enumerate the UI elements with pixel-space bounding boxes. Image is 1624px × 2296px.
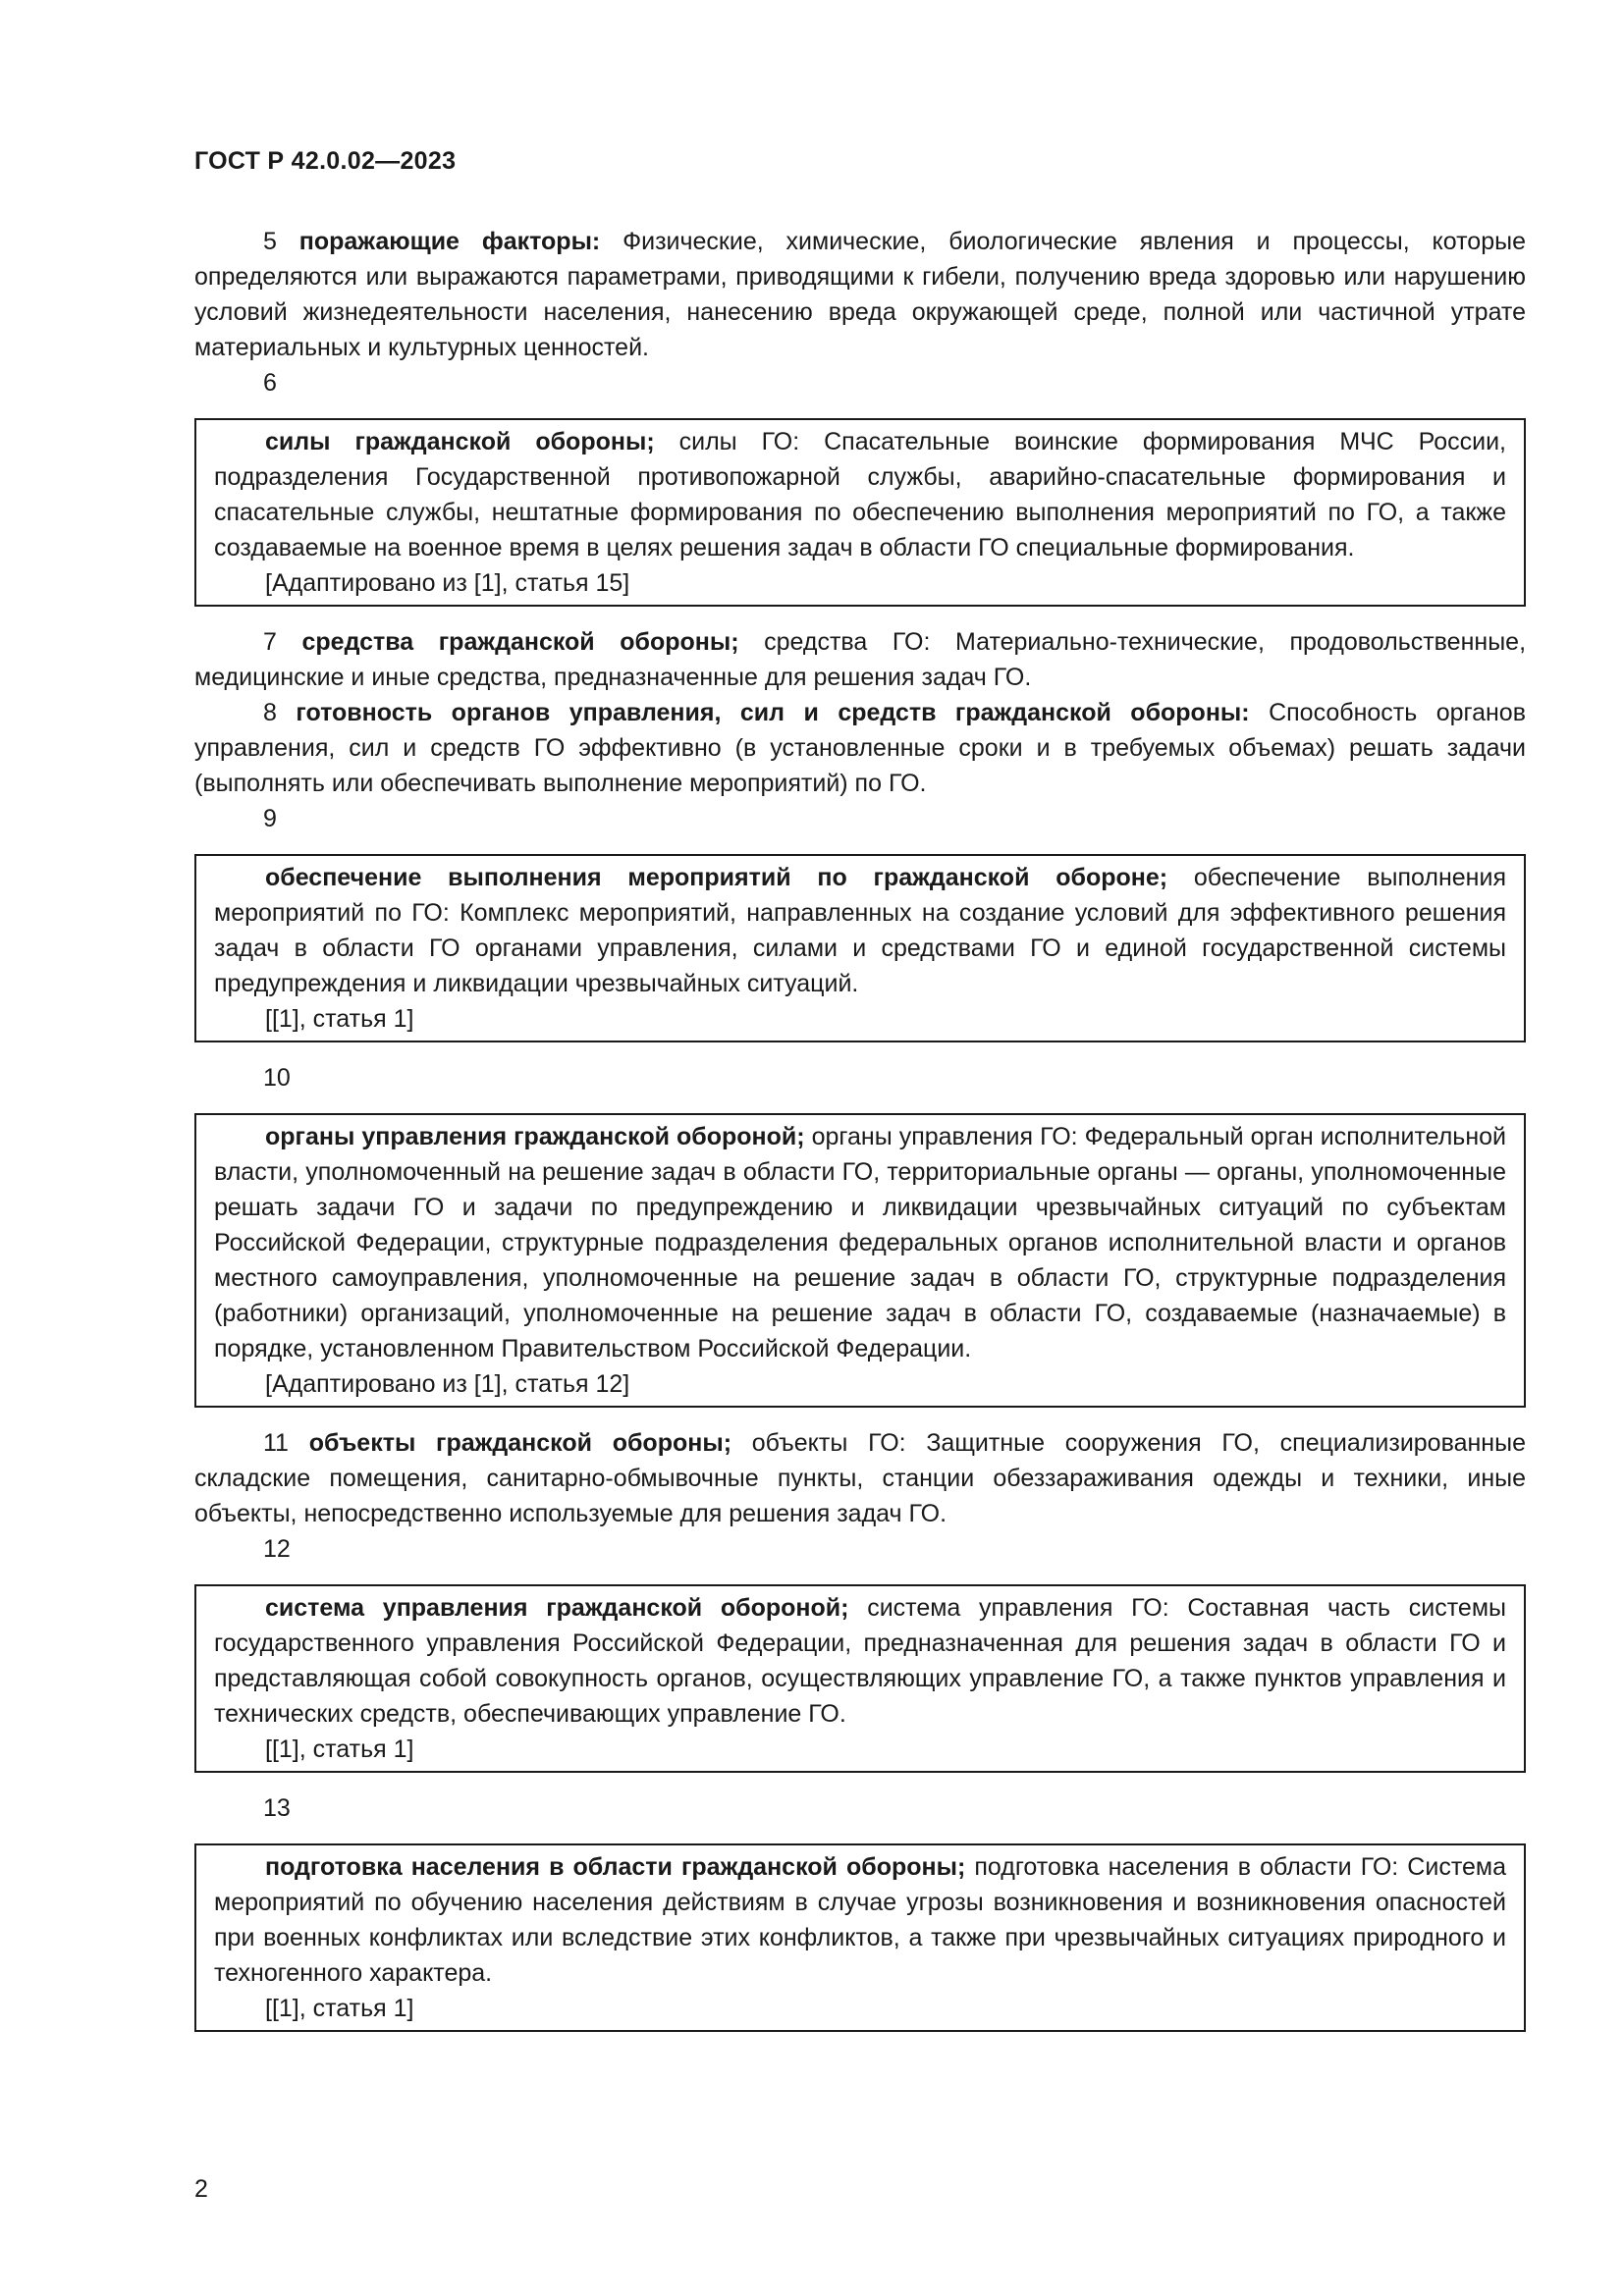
- term-definition: Физические, химические, биологические явления и процессы, которые определяются или выражаются параметрами, приводящими к гибели, получению вреда здоровью или нарушению условий жизнедеятельности населения, нанесению вреда окружающей среде, полной или частичной утрате материальных и культурных ценностей.: [194, 228, 1526, 361]
- term-definition: органы управления ГО: Федеральный орган исполнительной власти, уполномоченный на решение задач в области ГО, территориальные органы — органы, уполномоченные решать задачи ГО и задачи по предупреждению и ликвидации чрезвычайных ситуаций по субъектам Российской Федерации, структурные подразделения федеральных органов исполнительной власти и органов местного самоуправления, уполномоченные на решение задач в области ГО, структурные подразделения (работники) организаций, уполномоченные на решение задач в области ГО, создаваемые (назначаемые) в порядке, установленном Правительством Российской Федерации.: [214, 1123, 1506, 1362]
- term-number: 9: [263, 805, 277, 832]
- term-number: 13: [263, 1794, 291, 1822]
- document-id: ГОСТ Р 42.0.02—2023: [194, 147, 457, 175]
- term-name: силы гражданской обороны;: [265, 428, 655, 455]
- term-name: система управления гражданской обороной;: [265, 1594, 849, 1622]
- term-number: 12: [263, 1535, 291, 1563]
- term-number: 10: [263, 1064, 291, 1092]
- term-entry-5: [194, 224, 1526, 365]
- term-entry-6: [214, 424, 1506, 565]
- term-box-12: [194, 1584, 1526, 1773]
- term-entry-8: [194, 695, 1526, 801]
- term-source: [Адаптировано из [1], статья 15]: [265, 569, 630, 597]
- term-box-10: [194, 1113, 1526, 1408]
- term-definition: средства ГО: Материально-технические, продовольственные, медицинские и иные средства, предназначенные для решения задач ГО.: [194, 628, 1527, 691]
- term-name: объекты гражданской обороны;: [308, 1429, 732, 1457]
- term-box-9: [194, 854, 1526, 1042]
- term-definition: силы ГО: Спасательные воинские формирования МЧС России, подразделения Государственной противопожарной службы, аварийно-спасательные формирования и спасательные службы, нештатные формирования по обеспечению выполнения мероприятий по ГО, а также создаваемые на военное время в целях решения задач в области ГО специальные формирования.: [214, 428, 1506, 561]
- term-number: 8: [263, 699, 277, 726]
- term-source: [[1], статья 1]: [265, 1995, 414, 2022]
- document-body: [194, 224, 1526, 2050]
- term-number: 7: [263, 628, 277, 656]
- term-number: 5: [263, 228, 277, 255]
- term-definition: Способность органов управления, сил и средств ГО эффективно (в установленные сроки и в требуемых объемах) решать задачи (выполнять или обеспечивать выполнение мероприятий) по ГО.: [194, 699, 1526, 797]
- term-entry-7: [194, 624, 1526, 695]
- term-definition: объекты ГО: Защитные сооружения ГО, специализированные складские помещения, санитарно-обмывочные пункты, станции обеззараживания одежды и техники, иные объекты, непосредственно используемые для решения задач ГО.: [194, 1429, 1526, 1527]
- term-box-6: [194, 418, 1526, 607]
- term-definition: обеспечение выполнения мероприятий по ГО: Комплекс мероприятий, направленных на создание условий для эффективного решения задач в области ГО органами управления, силами и средствами ГО и единой государственной системы предупреждения и ликвидации чрезвычайных ситуаций.: [214, 864, 1506, 997]
- term-entry-9: [214, 860, 1506, 1001]
- term-entry-11: [194, 1425, 1526, 1531]
- term-definition: система управления ГО: Составная часть системы государственного управления Российской Федерации, предназначенная для решения задач в области ГО и представляющая собой совокупность органов, осуществляющих управление ГО, а также пунктов управления и технических средств, обеспечивающих управление ГО.: [214, 1594, 1506, 1728]
- term-name: средства гражданской обороны;: [301, 628, 739, 656]
- term-name: обеспечение выполнения мероприятий по гражданской обороне;: [265, 864, 1168, 891]
- term-source: [[1], статья 1]: [265, 1735, 414, 1763]
- page-number: 2: [194, 2175, 208, 2203]
- term-number: 11: [263, 1429, 289, 1457]
- term-name: органы управления гражданской обороной;: [265, 1123, 805, 1150]
- term-source: [[1], статья 1]: [265, 1005, 414, 1033]
- term-entry-10: [214, 1119, 1506, 1366]
- term-name: подготовка населения в области гражданской обороны;: [265, 1853, 966, 1881]
- term-name: поражающие факторы:: [298, 228, 601, 255]
- term-definition: подготовка населения в области ГО: Система мероприятий по обучению населения действиям в случае угрозы возникновения и возникновения опасностей при военных конфликтах или вследствие этих конфликтов, а также при чрезвычайных ситуациях природного и техногенного характера.: [214, 1853, 1506, 1987]
- term-box-13: [194, 1843, 1526, 2032]
- term-number: 6: [263, 369, 277, 397]
- term-source: [Адаптировано из [1], статья 12]: [265, 1370, 630, 1398]
- term-name: готовность органов управления, сил и средств гражданской обороны:: [296, 699, 1250, 726]
- term-entry-13: [214, 1849, 1506, 1991]
- term-entry-12: [214, 1590, 1506, 1732]
